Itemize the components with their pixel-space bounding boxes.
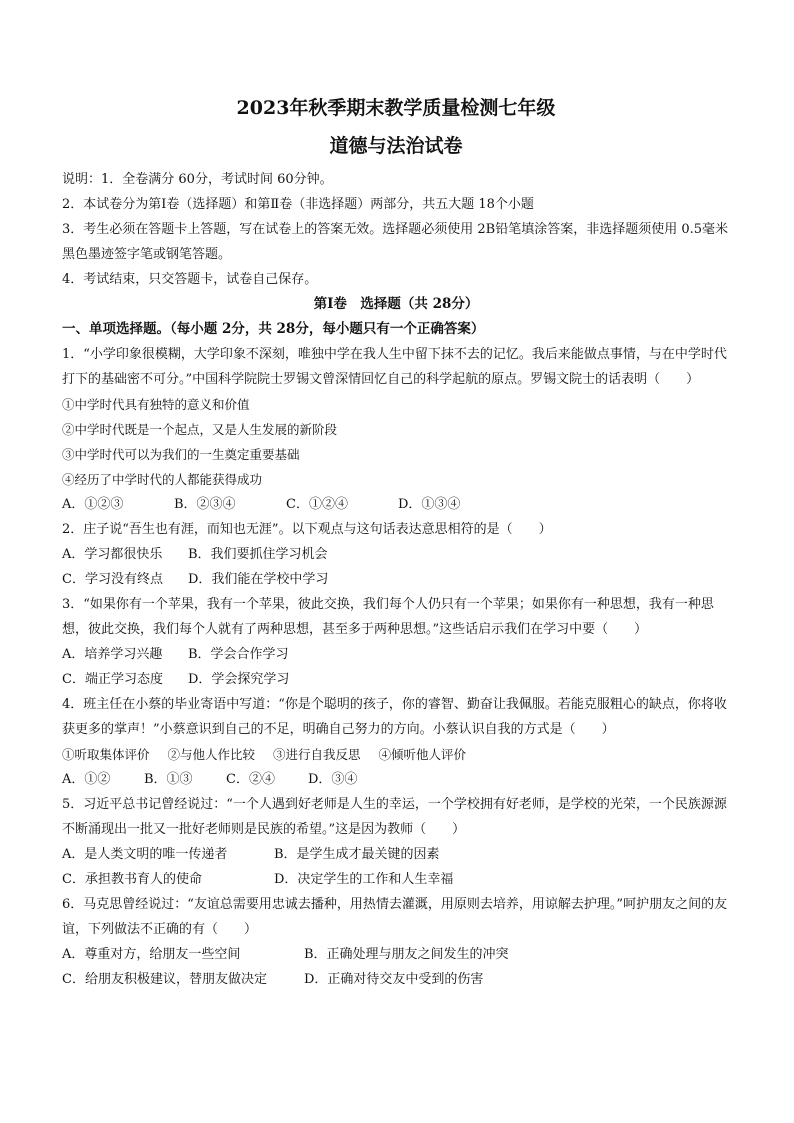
option-d: D．③④ [308,772,358,787]
option-a: A．①②③ [62,497,124,512]
statement: ①中学时代具有独特的意义和价值 [62,397,250,412]
options-row [62,767,730,792]
option-c: C．②④ [226,772,275,787]
options-row [62,542,730,567]
question-4 [62,692,730,792]
statement: ②中学时代既是一个起点，又是人生发展的新阶段 [62,422,338,437]
question-3 [62,592,730,692]
instruction-3: 3．考生必须在答题卡上答题，写在试卷上的答案无效。选择题必须使用 2B铅笔填涂答案，非选择题须使用 0.5毫米黑色墨迹签字笔或钢笔答题。 [62,222,729,262]
question-1 [62,342,730,517]
instruction-1: 说明：1．全卷满分 60分，考试时间 60分钟。 [62,172,333,187]
question-stem: 2．庄子说“吾生也有涯，而知也无涯”。以下观点与这句话表达意思相符的是（ ） [62,522,552,537]
instruction-4: 4．考试结束，只交答题卡，试卷自己保存。 [62,272,318,287]
question-stem: 3．“如果你有一个苹果，我有一个苹果，彼此交换，我们每个人仍只有一个苹果；如果你有一种思想，我有一种思想，彼此交换，我们每个人就有了两种思想，甚至多于两种思想。”这些话启示我们在学习中要（ ） [62,597,714,637]
option-c: C．给朋友积极建议，替朋友做决定 [62,972,267,987]
statement: ③进行自我反思 [273,747,361,762]
statement: ④经历了中学时代的人都能获得成功 [62,472,263,487]
option-a: A．①② [62,772,111,787]
option-a: A．学习都很快乐 [62,547,163,562]
section-title: 第Ⅰ卷 选择题（共 28分） [313,296,479,312]
exam-title: 2023年秋季期末教学质量检测七年级 [236,97,556,119]
options-row [62,667,730,692]
option-d: D．①③④ [398,497,461,512]
option-b: B．是学生成才最关键的因素 [274,847,440,862]
option-c: C．端正学习态度 [62,672,163,687]
options-row [62,867,730,892]
option-b: B．②③④ [174,497,236,512]
option-b: B．学会合作学习 [188,647,289,662]
option-d: D．决定学生的工作和人生幸福 [274,872,454,887]
options-row [62,642,730,667]
option-b: B．正确处理与朋友之间发生的冲突 [304,947,509,962]
statement: ②与他人作比较 [167,747,256,762]
option-b: B．我们要抓住学习机会 [188,547,328,562]
option-c: C．学习没有终点 [62,572,163,587]
question-stem: 5．习近平总书记曾经说过：“一个人遇到好老师是人生的幸运，一个学校拥有好老师，是学校的光荣，一个民族源源不断涌现出一批又一批好老师则是民族的希望。”这是因为教师（ ） [62,797,727,837]
options-row [62,492,730,517]
question-stem: 1．“小学印象很模糊，大学印象不深刻，唯独中学在我人生中留下抹不去的记忆。我后来能做点事情，与在中学时代打下的基础密不可分。”中国科学院院士罗锡文曾深情回忆自己的科学起航的原点。罗锡文院士的话表明（ ） [62,347,727,387]
option-c: C．承担教书育人的使命 [62,872,202,887]
question-2 [62,517,730,592]
options-row [62,967,730,992]
statements-row [62,742,730,767]
option-d: D．我们能在学校中学习 [188,572,329,587]
option-c: C．①②④ [286,497,348,512]
question-6 [62,892,730,992]
option-a: A．培养学习兴趣 [62,647,163,662]
instruction-2: 2．本试卷分为第Ⅰ卷（选择题）和第Ⅱ卷（非选择题）两部分，共五大题 18个小题 [62,197,534,212]
exam-subtitle: 道德与法治试卷 [329,135,463,157]
options-row [62,842,730,867]
option-b: B．①③ [144,772,193,787]
statement: ④倾听他人评价 [378,747,467,762]
question-stem: 6．马克思曾经说过：“友谊总需要用忠诚去播种，用热情去灌溉，用原则去培养，用谅解去护理。”呵护朋友之间的友谊，下列做法不正确的有（ ） [62,897,728,937]
statement: ③中学时代可以为我们的一生奠定重要基础 [62,447,300,462]
options-row [62,942,730,967]
instructions [62,167,730,292]
option-a: A．尊重对方，给朋友一些空间 [62,947,241,962]
option-a: A．是人类文明的唯一传递者 [62,847,228,862]
option-d: D．正确对待交友中受到的伤害 [304,972,484,987]
question-5 [62,792,730,892]
options-row [62,567,730,592]
part-heading: 一、单项选择题。（每小题 2分，共 28分，每小题只有一个正确答案） [62,321,485,337]
statement: ①听取集体评价 [62,747,150,762]
question-stem: 4．班主任在小蔡的毕业寄语中写道：“你是个聪明的孩子，你的睿智、勤奋让我佩服。若能克服粗心的缺点，你将收获更多的掌声！”小蔡意识到自己的不足，明确自己努力的方向。小蔡认识自我的方式是（ ） [62,697,727,737]
option-d: D．学会探究学习 [188,672,290,687]
